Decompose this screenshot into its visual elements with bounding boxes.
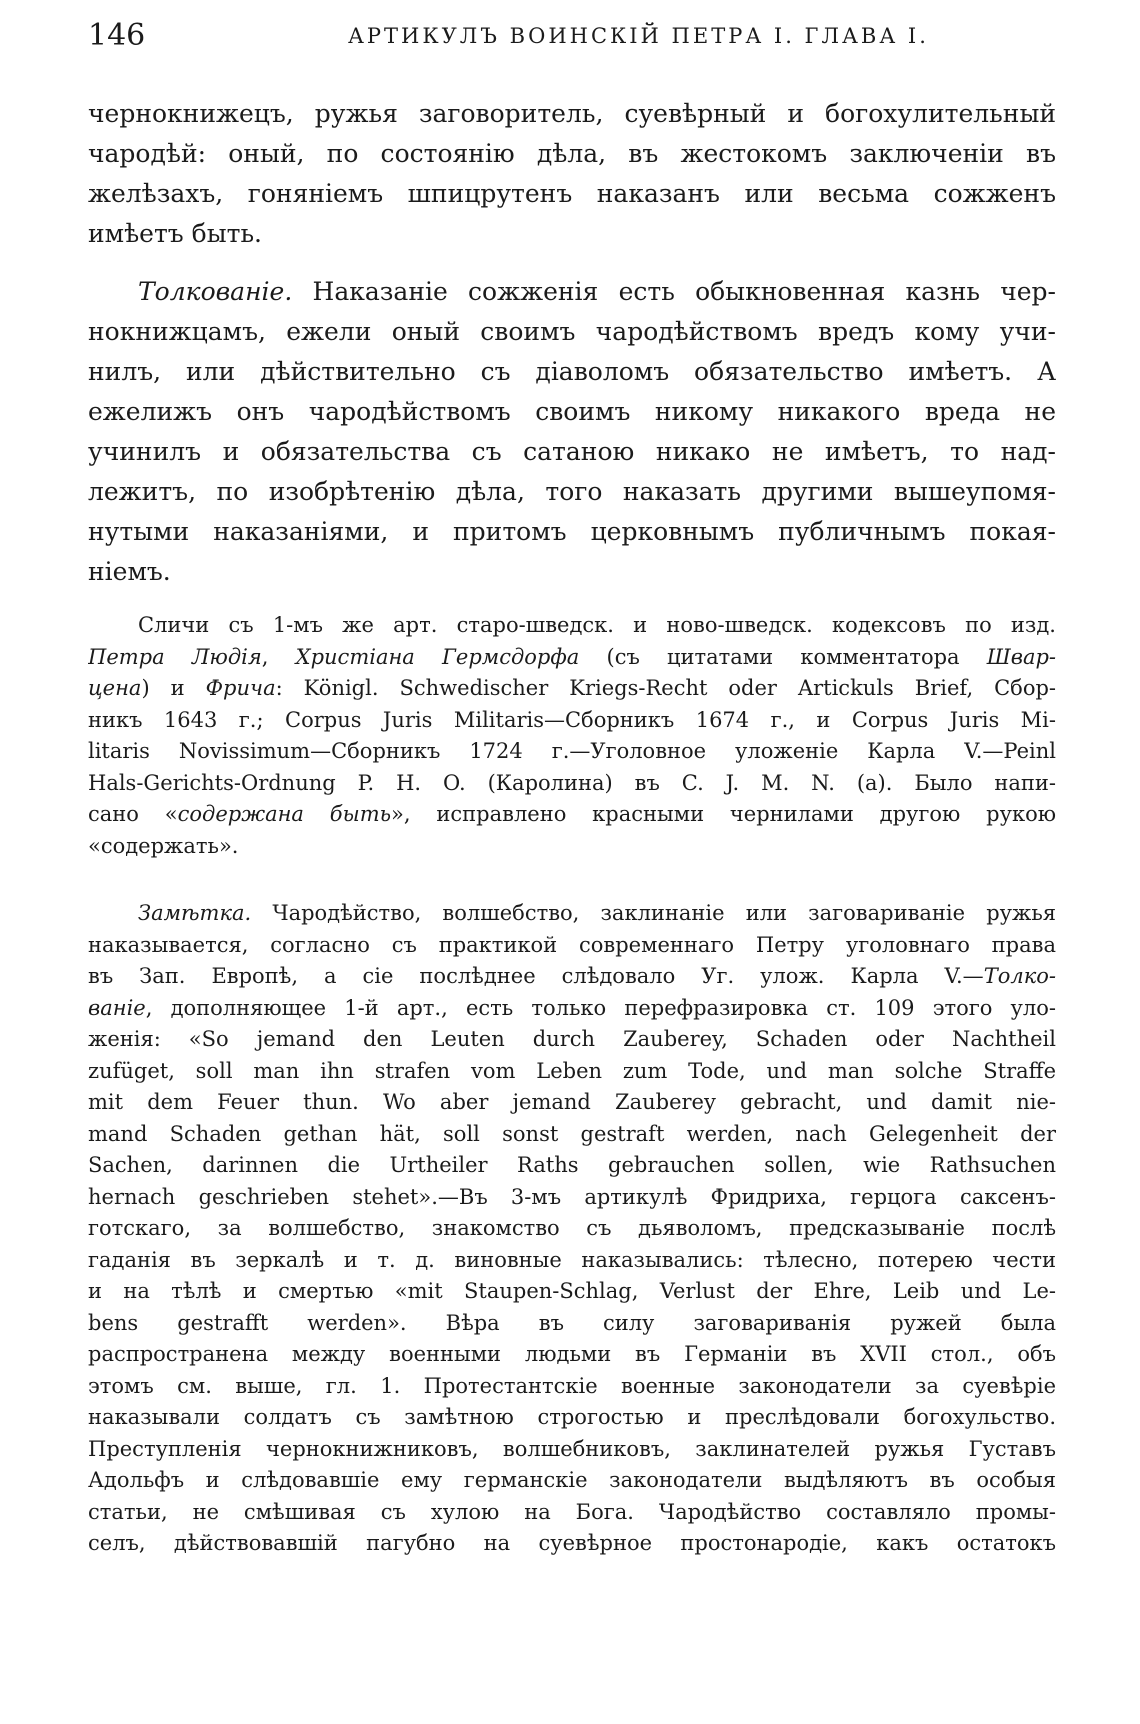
interpretation-label: Толкованіе. bbox=[138, 277, 293, 306]
text-line: чернокнижецъ, ружья заговоритель, суевѣрный и богохулительный bbox=[88, 99, 1056, 128]
text-line: «содержать». bbox=[88, 833, 239, 858]
text-run: », исправлено красными чернилами другою рукою bbox=[391, 802, 1056, 826]
interpretation-paragraph bbox=[88, 272, 1056, 592]
italic-run: цена bbox=[88, 676, 142, 700]
text-line bbox=[88, 272, 1056, 312]
text-line: нилъ, или дѣйствительно съ діаволомъ обязательство имѣетъ. А bbox=[88, 357, 1056, 386]
remark-label: Замѣтка. bbox=[138, 901, 252, 925]
text-line: наказывается, согласно съ практикой современнаго Петру уголовнаго права bbox=[88, 932, 1056, 957]
text-line: Адольфъ и слѣдовавшіе ему германскіе законодатели выдѣляютъ въ особыя bbox=[88, 1468, 1056, 1492]
comparison-note bbox=[88, 610, 1056, 862]
text-line: лежитъ, по изобрѣтенію дѣла, того наказать другими вышеупомя- bbox=[88, 477, 1056, 506]
text-line: женія: «So jemand den Leuten durch Zauberey, Schaden oder Nachtheil bbox=[88, 1027, 1056, 1051]
text-line: hernach geschrieben stehet».—Въ 3-мъ артикулѣ Фридриха, герцога саксенъ- bbox=[88, 1184, 1056, 1209]
text-line: bens gestrafft werden». Вѣра въ силу заговариванія ружей была bbox=[88, 1310, 1056, 1335]
text-line: этомъ см. выше, гл. 1. Протестантскіе военные законодатели за суевѣріе bbox=[88, 1373, 1056, 1398]
text-line: желѣзахъ, гоняніемъ шпицрутенъ наказанъ или весьма сожженъ bbox=[88, 179, 1056, 208]
italic-run: Швар- bbox=[986, 644, 1056, 669]
text-line: Hals-Gerichts-Ordnung P. H. O. (Каролина) въ C. J. M. N. (a). Было напи- bbox=[88, 770, 1056, 795]
italic-run: Христіана Гермсдорфа bbox=[295, 644, 580, 669]
text-line bbox=[88, 993, 1056, 1025]
text-line bbox=[88, 961, 1056, 993]
text-line bbox=[88, 642, 1056, 674]
text-run: : Königl. Schwedischer Kriegs-Recht oder Artickuls Brief, Сбор- bbox=[275, 676, 1056, 700]
italic-run: Фрича bbox=[205, 676, 276, 700]
page-header bbox=[88, 18, 1055, 62]
text-line: mit dem Feuer thun. Wo aber jemand Zauberey gebracht, und damit nie- bbox=[88, 1090, 1056, 1114]
text-line: и на тѣлѣ и смертью «mit Staupen-Schlag, Verlust der Ehre, Leib und Le- bbox=[88, 1279, 1056, 1303]
text-run: (съ цитатами комментатора bbox=[579, 644, 987, 669]
text-line: учинилъ и обязательства съ сатаною никако не имѣетъ, то над- bbox=[88, 437, 1056, 466]
text-line: наказывали солдатъ съ замѣтною строгостью и преслѣдовали богохульство. bbox=[88, 1405, 1056, 1429]
text-line: ніемъ. bbox=[88, 557, 171, 586]
italic-run: Толко- bbox=[983, 964, 1056, 988]
text-run: ) и bbox=[141, 676, 206, 700]
italic-run: содержана быть bbox=[177, 802, 392, 826]
running-title: АРТИКУЛЪ ВОИНСКІЙ ПЕТРА I. ГЛАВА I. bbox=[348, 24, 929, 48]
text-run: , bbox=[261, 644, 296, 669]
text-line: Sachen, darinnen die Urtheiler Raths gebrauchen sollen, wie Rathsuchen bbox=[88, 1153, 1056, 1177]
remark-note bbox=[88, 898, 1056, 1560]
text-line bbox=[88, 673, 1056, 705]
italic-run: ваніе bbox=[88, 995, 146, 1020]
article-text bbox=[88, 94, 1056, 254]
text-line: zufüget, soll man ihn strafen vom Leben zum Tode, und man solche Straffe bbox=[88, 1058, 1056, 1083]
text-line bbox=[88, 898, 1056, 930]
text-run: Наказаніе сожженія есть обыкновенная казнь чер- bbox=[292, 277, 1056, 306]
text-line: Преступленія чернокнижниковъ, волшебниковъ, заклинателей ружья Густавъ bbox=[88, 1436, 1056, 1461]
text-line: mand Schaden gethan hät, soll sonst gestraft werden, nach Gelegenheit der bbox=[88, 1121, 1056, 1146]
text-line: чародѣй: оный, по состоянію дѣла, въ жестокомъ заключеніи въ bbox=[88, 139, 1056, 168]
text-line: нокнижцамъ, ежели оный своимъ чародѣйствомъ вредъ кому учи- bbox=[88, 317, 1056, 346]
text-line: имѣетъ быть. bbox=[88, 219, 262, 248]
text-run: Чародѣйство, волшебство, заклинаніе или заговариваніе ружья bbox=[251, 901, 1056, 925]
text-line: ежелижъ онъ чародѣйствомъ своимъ никому никакого вреда не bbox=[88, 397, 1056, 426]
page-number: 146 bbox=[88, 18, 146, 53]
text-run: въ Зап. Европѣ, а сіе послѣднее слѣдовало Уг. улож. Карла V.— bbox=[88, 964, 984, 988]
italic-run: Петра Людія bbox=[88, 644, 262, 669]
text-line: гаданія въ зеркалѣ и т. д. виновные наказывались: тѣлесно, потерею чести bbox=[88, 1247, 1056, 1272]
text-run: , дополняющее 1-й арт., есть только перефразировка ст. 109 этого уло- bbox=[145, 995, 1056, 1020]
text-line: селъ, дѣйствовавшій пагубно на суевѣрное простонародіе, какъ остатокъ bbox=[88, 1531, 1056, 1555]
text-line: Сличи съ 1-мъ же арт. старо-шведск. и ново-шведск. кодексовъ по изд. bbox=[138, 613, 1056, 637]
text-line: нутыми наказаніями, и притомъ церковнымъ публичнымъ покая- bbox=[88, 517, 1056, 546]
text-run: сано « bbox=[88, 802, 178, 826]
text-line: litaris Novissimum—Сборникъ 1724 г.—Уголовное уложеніе Карла V.—Peinl bbox=[88, 739, 1056, 763]
text-line: никъ 1643 г.; Corpus Juris Militaris—Сборникъ 1674 г., и Corpus Juris Mi- bbox=[88, 707, 1056, 732]
text-line bbox=[88, 799, 1056, 831]
text-line: статьи, не смѣшивая съ хулою на Бога. Чародѣйство составляло промы- bbox=[88, 1499, 1056, 1524]
text-line: готскаго, за волшебство, знакомство съ дьяволомъ, предсказываніе послѣ bbox=[88, 1216, 1056, 1240]
text-line: распространена между военными людьми въ Германіи въ XVII стол., объ bbox=[88, 1342, 1056, 1366]
